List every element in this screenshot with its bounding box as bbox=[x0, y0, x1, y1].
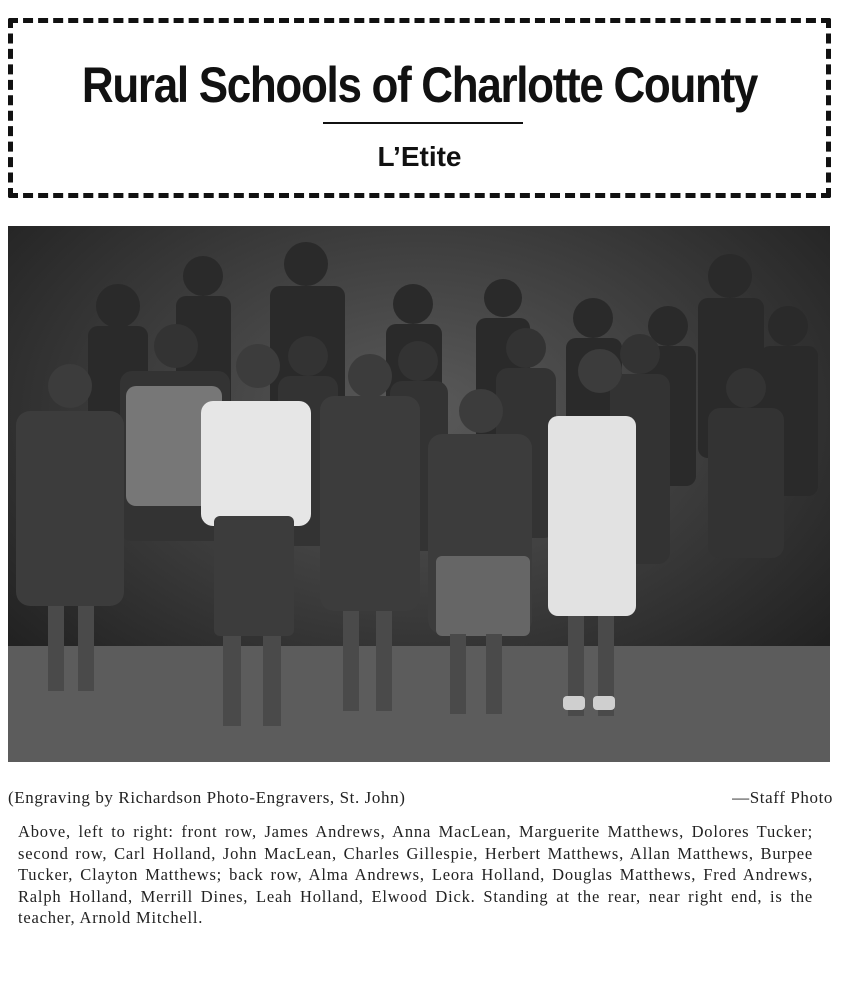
headline-subtitle: L’Etite bbox=[377, 141, 462, 172]
group-photo bbox=[8, 226, 830, 762]
headline-title: Rural Schools of Charlotte County bbox=[81, 57, 758, 113]
headline-box bbox=[8, 18, 831, 198]
group-photo-illustration bbox=[8, 226, 830, 762]
staff-photo-credit: —Staff Photo bbox=[732, 788, 833, 807]
photo-caption: Above, left to right: front row, James Andrews, Anna MacLean, Marguerite Matthews, Dolores Tucker; second row, Carl Holland, John MacLean, Charles Gillespie, Herbert Matthews, Allan Matthews, Burpee Tucker, Clayton Matthews; back row, Alma Andrews, Leora Holland, Douglas Matthews, Fred Andrews, Ralph Holland, Merrill Dines, Leah Holland, Elwood Dick. Standing at the rear, near right end, is the teacher, Arnold Mitchell. bbox=[18, 822, 813, 928]
headline-divider bbox=[323, 122, 523, 124]
engraving-credit: (Engraving by Richardson Photo-Engravers, St. John) bbox=[8, 788, 406, 807]
